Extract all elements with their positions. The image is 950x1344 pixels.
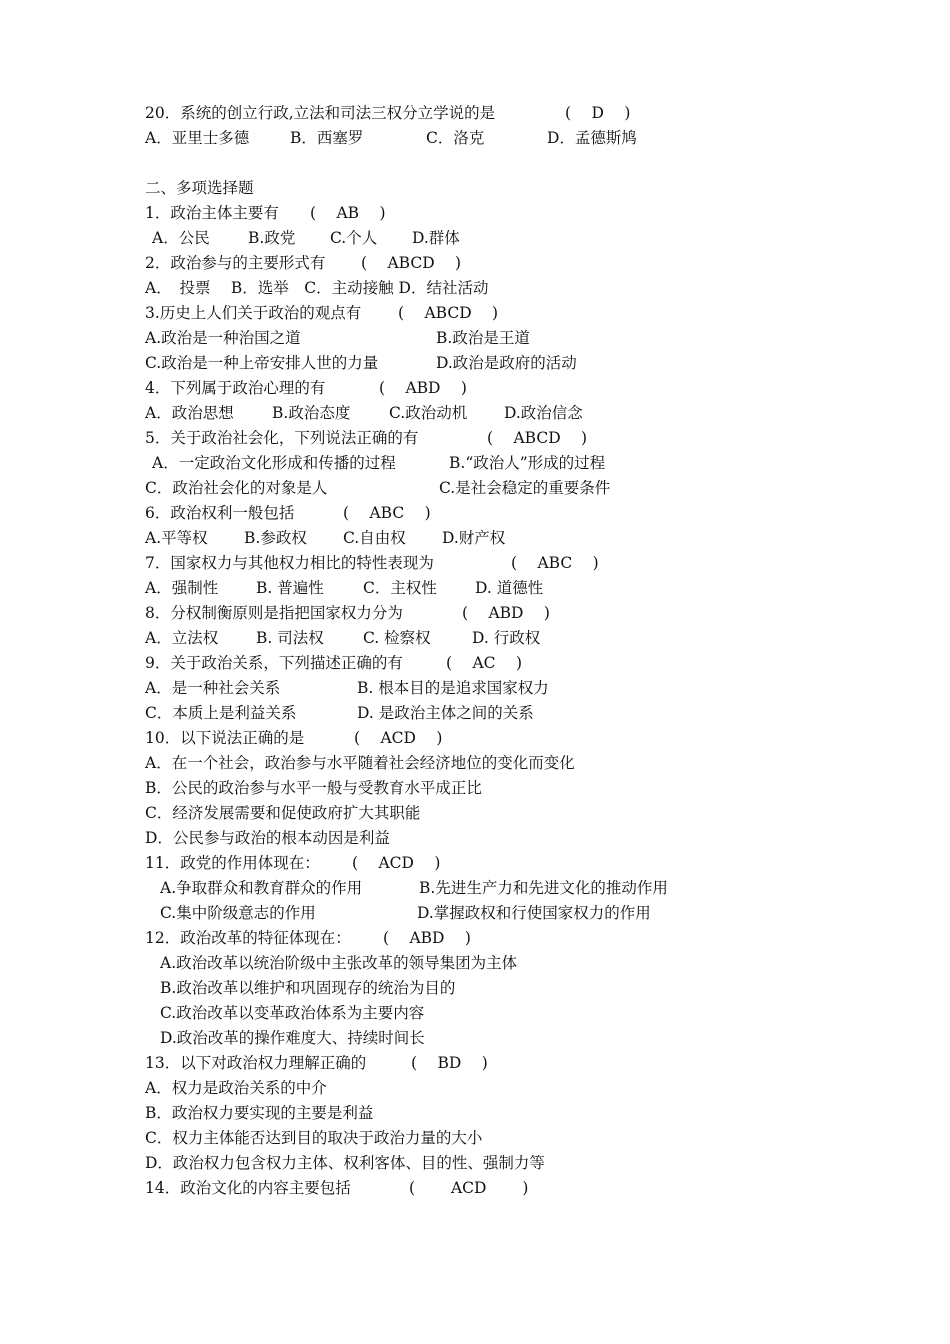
- option-c: C.政治是一种上帝安排人世的力量: [145, 354, 379, 372]
- answer: ( BD ): [411, 1054, 488, 1072]
- question-stem: [145, 301, 499, 326]
- question-stem: [145, 1176, 529, 1201]
- option-b: B．公民的政治参与水平一般与受教育水平成正比: [145, 779, 482, 797]
- question-stem: [145, 851, 441, 876]
- stem-text: 12．政治改革的特征体现在：: [145, 929, 351, 947]
- answer: ( ABCD ): [398, 304, 499, 322]
- option-a: A.政治改革以统治阶级中主张改革的领导集团为主体: [160, 954, 518, 972]
- options-row: [145, 476, 611, 501]
- option-b: B.政党: [248, 229, 296, 247]
- option-a: A．立法权: [145, 629, 219, 647]
- option-b: B.“政治人”形成的过程: [449, 454, 606, 472]
- question-stem: [145, 926, 471, 951]
- option-d: D.财产权: [442, 529, 506, 547]
- stem-text: 5．关于政治社会化，下列说法正确的有: [145, 429, 419, 447]
- answer: ( ABC ): [511, 554, 599, 572]
- options-row: [145, 226, 460, 251]
- stem-text: 1．政治主体主要有: [145, 204, 279, 222]
- question-stem: [145, 551, 599, 576]
- option-c: C.政治改革以变革政治体系为主要内容: [160, 1004, 425, 1022]
- question-stem: [145, 651, 523, 676]
- answer: ( AC ): [446, 654, 523, 672]
- option-c: C. 检察权: [363, 629, 431, 647]
- option-b: B．西塞罗: [290, 129, 364, 147]
- option-c: C．政治社会化的对象是人: [145, 479, 328, 497]
- question-stem: [145, 376, 467, 401]
- option-a: A．权力是政治关系的中介: [145, 1079, 327, 1097]
- stem-text: 20．系统的创立行政,立法和司法三权分立学说的是: [145, 104, 496, 122]
- options-row: [145, 876, 668, 901]
- question-stem: [145, 1051, 488, 1076]
- answer: ( ACD ): [354, 729, 443, 747]
- option-b: B.政治改革以维护和巩固现存的统治为目的: [160, 979, 456, 997]
- answer: ( ABD ): [462, 604, 550, 622]
- option-a: A．在一个社会，政治参与水平随着社会经济地位的变化而变化: [145, 754, 575, 772]
- option-d: D. 行政权: [472, 629, 541, 647]
- option-d: C.是社会稳定的重要条件: [439, 479, 611, 497]
- question-stem: [145, 501, 431, 526]
- option-d: D.政治改革的操作难度大、持续时间长: [160, 1029, 425, 1047]
- options-row: [145, 626, 541, 651]
- options-row: [145, 576, 544, 601]
- option-d: D．公民参与政治的根本动因是利益: [145, 829, 390, 847]
- option-c: C．洛克: [426, 129, 485, 147]
- stem-text: 6．政治权利一般包括: [145, 504, 295, 522]
- stem-text: 11．政党的作用体现在：: [145, 854, 320, 872]
- answer: ( ACD ): [409, 1179, 529, 1197]
- option-d: D.政治信念: [504, 404, 583, 422]
- stem-text: 7．国家权力与其他权力相比的特性表现为: [145, 554, 434, 572]
- option-d: D.掌握政权和行使国家权力的作用: [417, 904, 651, 922]
- options-row: [145, 676, 549, 701]
- answer: ( ABD ): [383, 929, 471, 947]
- stem-text: 9．关于政治关系，下列描述正确的有: [145, 654, 403, 672]
- answer: ( ACD ): [352, 854, 441, 872]
- option-a: A．公民: [152, 229, 210, 247]
- option-d: D. 是政治主体之间的关系: [357, 704, 534, 722]
- option-b: B.政治是王道: [436, 329, 530, 347]
- option-b: B. 普遍性: [256, 579, 324, 597]
- option-c: C.个人: [330, 229, 378, 247]
- option-a: A．政治思想: [145, 404, 234, 422]
- option-c: C．主权性: [363, 579, 437, 597]
- answer: ( ABCD ): [361, 254, 462, 272]
- answer: ( ABCD ): [487, 429, 588, 447]
- options-row: [145, 451, 606, 476]
- option-c: C.集中阶级意志的作用: [160, 904, 316, 922]
- options-row: [145, 526, 506, 551]
- option-a: A.政治是一种治国之道: [145, 329, 301, 347]
- options-row: A． 投票 B．选举 C．主动接触 D．结社活动: [145, 279, 489, 297]
- option-d: D．政治权力包含权力主体、权利客体、目的性、强制力等: [145, 1154, 545, 1172]
- option-a: A.平等权: [145, 529, 208, 547]
- option-c: C.政治动机: [389, 404, 468, 422]
- option-a: A.争取群众和教育群众的作用: [160, 879, 363, 897]
- question-stem: [145, 201, 386, 226]
- options-row: [145, 401, 583, 426]
- option-d: D．孟德斯鸠: [547, 129, 637, 147]
- question-stem: [145, 251, 462, 276]
- options-row: [145, 901, 651, 926]
- option-d: D. 道德性: [475, 579, 544, 597]
- stem-text: 2．政治参与的主要形式有: [145, 254, 326, 272]
- option-c: C．本质上是利益关系: [145, 704, 297, 722]
- answer: ( AB ): [310, 204, 386, 222]
- option-b: B.先进生产力和先进文化的推动作用: [419, 879, 668, 897]
- option-b: B．政治权力要实现的主要是利益: [145, 1104, 374, 1122]
- stem-text: 10．以下说法正确的是: [145, 729, 305, 747]
- answer: ( ABC ): [343, 504, 431, 522]
- option-c: C．权力主体能否达到目的取决于政治力量的大小: [145, 1129, 483, 1147]
- option-c: C.自由权: [343, 529, 406, 547]
- answer: ( ABD ): [379, 379, 467, 397]
- options-row: [145, 326, 530, 351]
- option-b: B.参政权: [244, 529, 307, 547]
- option-b: B. 司法权: [256, 629, 324, 647]
- question-stem: [145, 726, 443, 751]
- options-row: [145, 351, 577, 376]
- stem-text: 13．以下对政治权力理解正确的: [145, 1054, 367, 1072]
- option-a: A．亚里士多德: [145, 129, 250, 147]
- question-stem: [145, 601, 550, 626]
- stem-text: 14．政治文化的内容主要包括: [145, 1179, 351, 1197]
- stem-text: 4．下列属于政治心理的有: [145, 379, 326, 397]
- option-d: D.政治是政府的活动: [436, 354, 577, 372]
- option-c: C．经济发展需要和促使政府扩大其职能: [145, 804, 421, 822]
- option-a: A．一定政治文化形成和传播的过程: [152, 454, 396, 472]
- option-b: B.政治态度: [272, 404, 351, 422]
- options-row: [145, 126, 637, 151]
- answer: ( D ): [565, 104, 631, 122]
- section-title: 二、多项选择题: [145, 179, 254, 197]
- option-d: D.群体: [412, 229, 460, 247]
- option-a: A．强制性: [145, 579, 219, 597]
- option-b: B. 根本目的是追求国家权力: [357, 679, 549, 697]
- question-stem: [145, 426, 588, 451]
- question-stem: [145, 101, 631, 126]
- stem-text: 8．分权制衡原则是指把国家权力分为: [145, 604, 403, 622]
- options-row: [145, 701, 534, 726]
- stem-text: 3.历史上人们关于政治的观点有: [145, 304, 362, 322]
- option-a: A．是一种社会关系: [145, 679, 281, 697]
